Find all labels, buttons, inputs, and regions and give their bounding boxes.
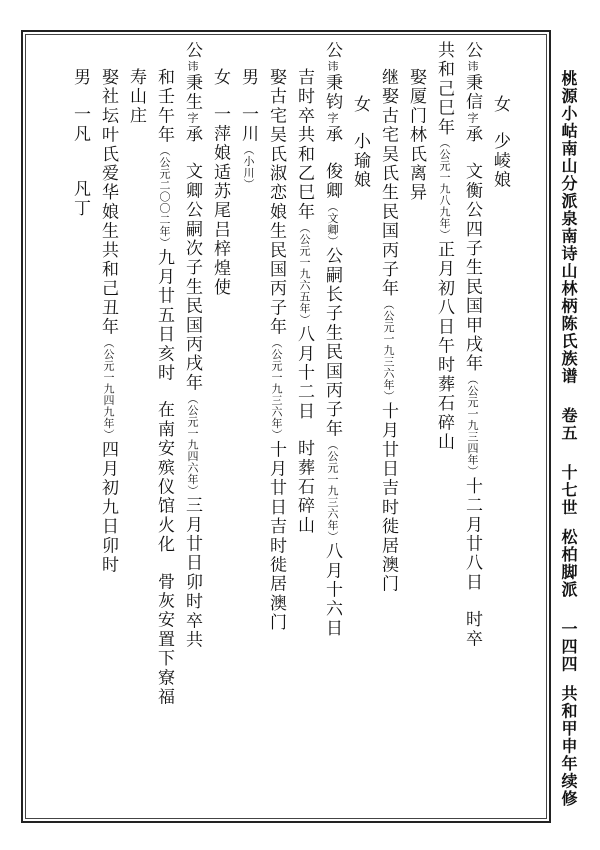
text-run: 秉钧 — [322, 73, 342, 112]
branch-label: 松柏脚派 — [559, 528, 578, 599]
text-run: 字 — [326, 111, 339, 126]
text-run: 寿山庄 — [126, 68, 146, 126]
text-run: 承 — [322, 125, 342, 145]
text-run: 吉时卒共和乙巳年 — [294, 68, 314, 222]
text-run: 讳 — [466, 60, 479, 74]
text-run: 公 — [322, 41, 342, 61]
text-run: 继娶古宅吴氏生民国丙子年 — [378, 68, 398, 299]
text-run: 字 — [466, 111, 479, 126]
text-run: 秉生 — [182, 73, 202, 112]
text-run: 娶古宅吴氏淑恋娘生民国丙子年 — [266, 68, 286, 337]
text-run: 时卒 — [462, 610, 482, 649]
text-run: 骨灰安置下寮福 — [154, 572, 174, 707]
text-run: 一凡 — [70, 105, 90, 144]
text-run: 正月初八日午时葬石碎山 — [434, 240, 454, 452]
text-run: 娶厦门林氏离异 — [406, 68, 426, 203]
text-run: 男 — [70, 68, 90, 88]
text-column — [376, 68, 400, 594]
date-note: （公元一九三四年） — [466, 373, 479, 477]
date-note: （公元一九三六年） — [270, 336, 283, 441]
text-run: 一川 — [238, 105, 258, 144]
text-run: 少崚娘 — [490, 132, 510, 190]
text-run: 俊卿 — [322, 162, 342, 201]
text-run: 凡丁 — [70, 179, 90, 219]
edition-label: 共和甲申年续修 — [559, 685, 578, 808]
text-column — [264, 68, 288, 632]
text-column — [68, 68, 92, 218]
text-run: 三月廿日卯时卒共 — [182, 496, 202, 650]
text-column — [236, 68, 260, 190]
text-run: 在南安殡仪馆火化 — [154, 400, 174, 555]
text-column — [180, 41, 204, 650]
text-run: 共和己巳年 — [434, 41, 454, 137]
text-run: 八月十二日 — [294, 325, 314, 422]
date-note: （公元一九八九年） — [438, 137, 451, 241]
text-run: 女 — [490, 95, 510, 115]
text-column — [320, 41, 344, 638]
generation-label: 十七世 — [559, 464, 578, 517]
date-note: （公元二〇〇二年） — [158, 144, 171, 249]
book-title: 桃源小岵南山分派泉南诗山林柄陈氏族谱 — [559, 70, 578, 385]
text-run: 娶社坛叶氏爱华娘生共和己丑年 — [98, 68, 118, 337]
text-run: 一萍娘适苏尾吕梓煌使 — [210, 105, 230, 298]
text-run: 文卿公嗣次子生民国丙戌年 — [182, 162, 202, 393]
text-run: 承 — [182, 125, 202, 145]
date-note: （公元一九四九年） — [102, 336, 115, 441]
text-column — [404, 68, 428, 202]
volume-label: 卷五 — [559, 407, 578, 442]
page-number: 一四四 — [559, 620, 578, 673]
text-run: 讳 — [326, 60, 339, 74]
text-run: 秉信 — [462, 73, 482, 112]
text-column — [208, 68, 232, 297]
text-column — [348, 95, 372, 190]
text-run: 字 — [186, 111, 199, 126]
text-run: 男 — [238, 68, 258, 88]
text-run: 九月廿五日亥时 — [154, 248, 174, 383]
date-note: （公元一九四六年） — [186, 392, 199, 497]
text-run: 十月廿日吉时徙居澳门 — [378, 401, 398, 594]
date-note: （文卿） — [326, 200, 339, 247]
text-column — [432, 41, 456, 452]
text-column — [152, 68, 176, 707]
text-run: 公 — [462, 41, 482, 61]
date-note: （公元一九三六年） — [326, 438, 339, 543]
text-run: 十月廿日吉时徙居澳门 — [266, 440, 286, 633]
text-column — [124, 68, 148, 126]
text-run: 公 — [182, 41, 202, 61]
text-run: 女 — [350, 95, 370, 115]
text-column — [460, 41, 484, 649]
text-run: 八月十六日 — [322, 542, 342, 639]
date-note: （公元一九三六年） — [382, 298, 395, 402]
text-run: 文衡公四子生民国甲戌年 — [462, 162, 482, 374]
text-column — [488, 95, 512, 190]
text-run: 女 — [210, 68, 230, 88]
text-run: 四月初九日卯时 — [98, 440, 118, 575]
text-column — [292, 68, 316, 535]
text-run: 和壬午年 — [154, 68, 174, 145]
date-note: （小川） — [242, 143, 255, 190]
text-run: 公嗣长子生民国丙子年 — [322, 246, 342, 439]
text-run: 承 — [462, 125, 482, 145]
text-run: 小瑜娘 — [350, 132, 370, 190]
text-run: 时葬石碎山 — [294, 439, 314, 536]
text-run: 讳 — [186, 60, 199, 74]
text-column — [96, 68, 120, 575]
date-note: （公元一九六五年） — [298, 221, 311, 326]
text-run: 十二月廿八日 — [462, 476, 482, 593]
